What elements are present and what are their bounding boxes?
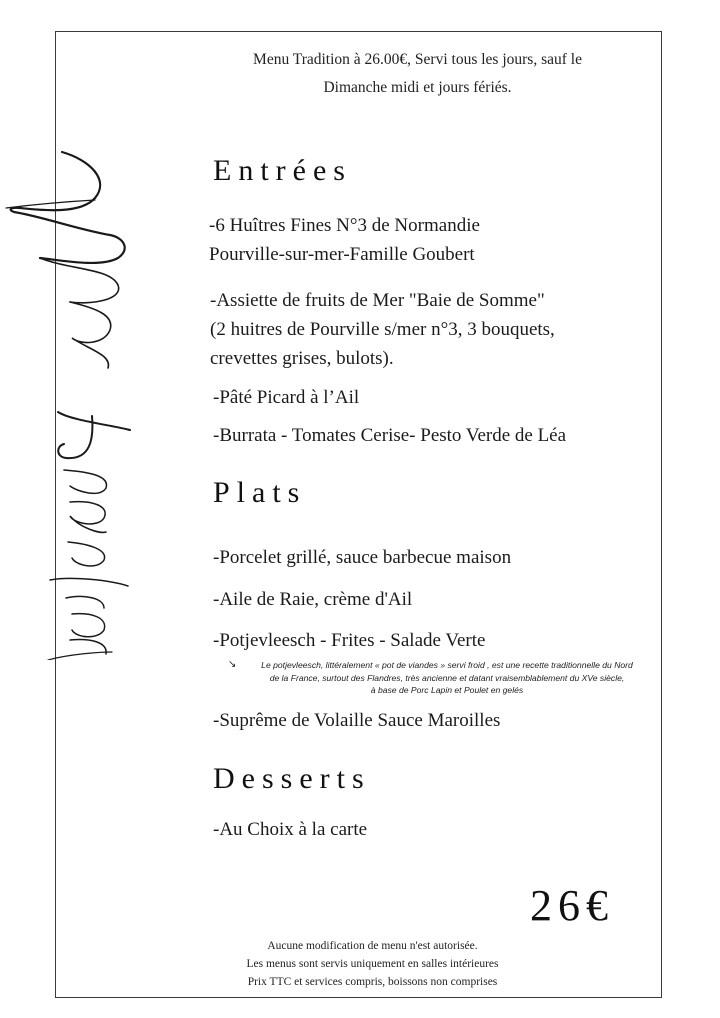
footer-line-2: Les menus sont servis uniquement en salles intérieures: [246, 958, 499, 970]
dessert-item-choix: -Au Choix à la carte: [213, 819, 368, 840]
plats-title: Plats: [213, 476, 307, 509]
plat-item-supreme: -Suprême de Volaille Sauce Maroilles: [213, 710, 501, 731]
footer-line-3: Prix TTC et services compris, boissons non comprises: [247, 976, 498, 988]
plat-item-raie: -Aile de Raie, crème d'Ail: [213, 589, 413, 610]
menu-intro: [205, 46, 630, 102]
entrees-title: Entrées: [213, 154, 352, 187]
plat-item-potjevleesch: -Potjevleesch - Frites - Salade Verte: [213, 630, 486, 651]
menu-footer: [205, 937, 540, 991]
footer-line-1: Aucune modification de menu n'est autorisée.: [267, 940, 478, 952]
arrow-icon: ↘: [228, 659, 237, 670]
script-title-menu-tradition: [0, 140, 150, 660]
intro-line-1: Menu Tradition à 26.00€, Servi tous les jours, sauf le: [253, 51, 582, 68]
plat-item-porcelet: -Porcelet grillé, sauce barbecue maison: [213, 547, 512, 568]
intro-line-2: Dimanche midi et jours fériés.: [323, 79, 512, 96]
potjevleesch-note: ↘ Le potjevleesch, littéralement « pot de viandes » servi froid , est une recette traditionnelle du Nord de la France, surtout des Flandres, très ancienne et datant vraisemblablement du XVe siècle, à base de Porc Lapin et Poulet en gelés: [228, 659, 633, 695]
entree-item-huitres: -6 Huîtres Fines N°3 de Normandie Pourville-sur-mer-Famille Goubert: [209, 215, 480, 265]
entree-item-pate: -Pâté Picard à l’Ail: [213, 387, 360, 408]
entree-item-burrata: -Burrata - Tomates Cerise- Pesto Verde de Léa: [213, 425, 567, 446]
desserts-title: Desserts: [213, 762, 371, 795]
menu-price: 26€: [530, 881, 614, 930]
entree-item-assiette: -Assiette de fruits de Mer "Baie de Somme" (2 huitres de Pourville s/mer n°3, 3 bouquets, crevettes grises, bulots).: [210, 290, 555, 369]
